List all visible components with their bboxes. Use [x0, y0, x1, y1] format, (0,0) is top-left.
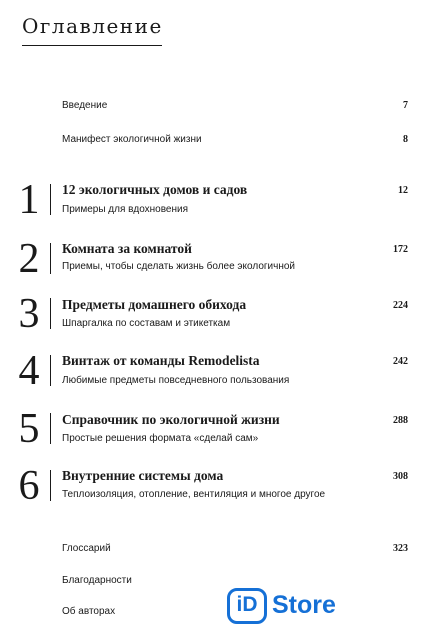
chapter-number: 4	[18, 348, 40, 394]
toc-entry-label: Благодарности	[62, 575, 132, 586]
chapter-number: 2	[18, 236, 40, 282]
toc-entry-page: 323	[393, 543, 408, 554]
chapter-title: Предметы домашнего обихода	[62, 297, 247, 312]
chapter-subtitle: Приемы, чтобы сделать жизнь более экологичной	[62, 261, 295, 272]
logo-wordmark: Store	[272, 591, 336, 619]
chapter-number: 6	[18, 463, 40, 509]
title-underline	[22, 45, 162, 46]
toc-entry-page: 7	[403, 100, 408, 111]
chapter-page: 242	[393, 356, 408, 367]
page-title: Оглавление	[22, 14, 163, 38]
chapter-title: Справочник по экологичной жизни	[62, 412, 280, 427]
chapter-divider	[50, 413, 51, 444]
chapter-subtitle: Шпаргалка по составам и этикеткам	[62, 318, 231, 329]
logo-mark-box	[227, 588, 267, 624]
chapter-divider	[50, 298, 51, 329]
chapter-title: Винтаж от команды Remodelista	[62, 353, 260, 368]
chapter-page: 12	[398, 185, 408, 196]
logo-mark-text: iD	[236, 593, 258, 616]
chapter-number: 1	[18, 177, 40, 223]
chapter-divider	[50, 470, 51, 501]
idstore-watermark-logo	[227, 588, 367, 624]
chapter-title: 12 экологичных домов и садов	[62, 182, 248, 197]
chapter-page: 308	[393, 471, 408, 482]
toc-entry-label: Введение	[62, 100, 108, 111]
chapter-page: 224	[393, 300, 408, 311]
toc-entry-label: Об авторах	[62, 606, 116, 617]
chapter-subtitle: Любимые предметы повседневного пользования	[62, 375, 290, 386]
chapter-divider	[50, 355, 51, 386]
chapter-divider	[50, 184, 51, 215]
toc-entry-label: Глоссарий	[62, 543, 111, 554]
toc-entry-label: Манифест экологичной жизни	[62, 134, 202, 145]
chapter-page: 172	[393, 244, 408, 255]
toc-entry-page: 8	[403, 134, 408, 145]
chapter-page: 288	[393, 415, 408, 426]
chapter-divider	[50, 243, 51, 274]
chapter-title: Внутренние системы дома	[62, 468, 224, 483]
chapter-subtitle: Теплоизоляция, отопление, вентиляция и многое другое	[62, 489, 326, 500]
chapter-number: 3	[18, 291, 40, 337]
chapter-number: 5	[18, 406, 40, 452]
chapter-subtitle: Примеры для вдохновения	[62, 204, 189, 215]
chapter-subtitle: Простые решения формата «сделай сам»	[62, 433, 259, 444]
chapter-title: Комната за комнатой	[62, 241, 192, 256]
